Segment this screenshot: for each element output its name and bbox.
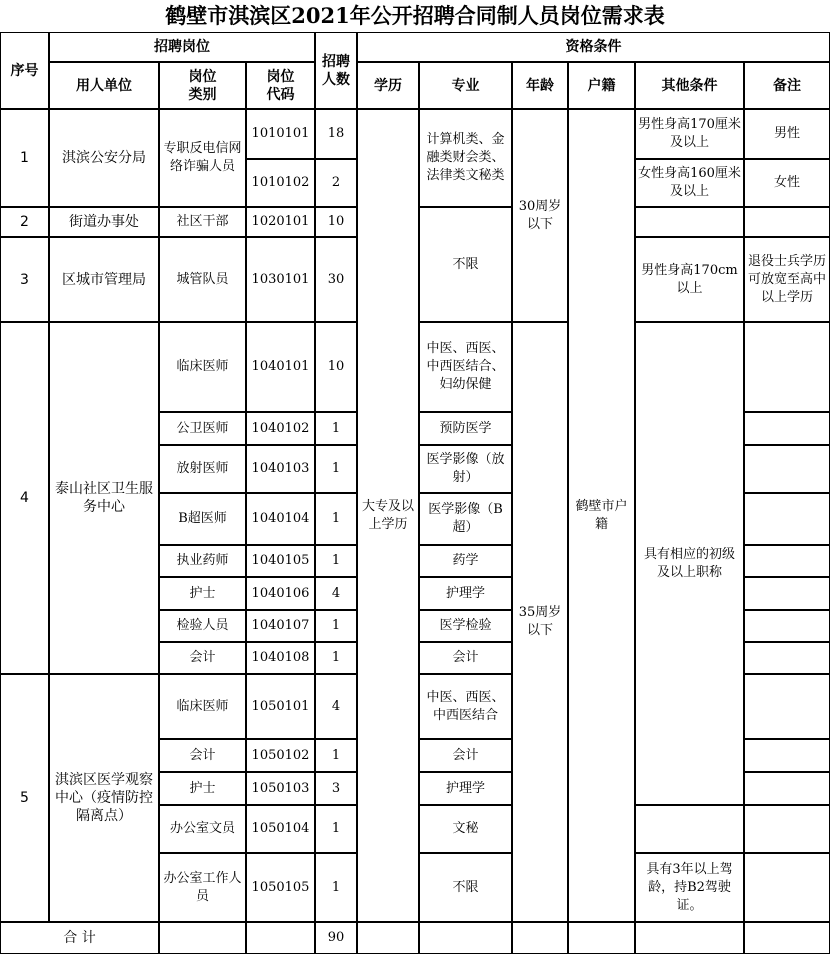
- post-count: 2: [331, 175, 341, 190]
- age-30: 30周岁以下: [518, 198, 562, 232]
- post-code: 1050102: [251, 747, 310, 763]
- remark-empty: [744, 772, 830, 805]
- remark-veteran: 退役士兵学历可放宽至高中以上学历: [747, 253, 826, 305]
- post-code: 1040104: [251, 511, 310, 526]
- post-category: 会计: [189, 747, 216, 763]
- header-remark: 备注: [773, 77, 801, 94]
- group-unit-3: 区城市管理局: [62, 271, 146, 288]
- total-count: 90: [327, 930, 345, 945]
- post-count: 4: [331, 585, 341, 601]
- post-code: 1010102: [251, 175, 310, 190]
- group-seq-1: 1: [20, 150, 29, 166]
- post-count: 1: [331, 747, 341, 763]
- police-category: 专职反电信网络诈骗人员: [163, 141, 242, 174]
- post-code: 1030101: [251, 271, 310, 287]
- total-empty: [419, 922, 512, 954]
- post-count: 1: [331, 461, 341, 476]
- other-empty: [635, 805, 744, 853]
- post-category: 社区干部: [176, 214, 229, 229]
- post-category: 公卫医师: [176, 420, 229, 436]
- header-count: 招聘 人数: [322, 53, 350, 88]
- group-unit-5: 淇滨区医学观察中心（疫情防控隔离点）: [55, 772, 153, 824]
- post-code: 1010101: [251, 126, 310, 141]
- header-seq: 序号: [10, 62, 39, 79]
- remark-male: 男性: [773, 126, 800, 141]
- group-seq-5: 5: [20, 790, 29, 806]
- total-empty: [246, 922, 315, 954]
- total-empty: [635, 922, 744, 954]
- remark-empty: [744, 674, 830, 739]
- header-unit: 用人单位: [76, 77, 132, 94]
- remark-empty: [744, 493, 830, 545]
- major-cell: 不限: [452, 879, 479, 895]
- major-cell: 文秘: [452, 821, 479, 836]
- remark-empty: [744, 445, 830, 493]
- group-unit-2: 街道办事处: [69, 214, 139, 230]
- header-hukou: 户籍: [587, 77, 616, 94]
- post-count: 1: [331, 618, 341, 633]
- total-empty: [357, 922, 419, 954]
- header-major: 专业: [451, 77, 480, 94]
- major-cell: 医学影像（B超）: [428, 502, 503, 535]
- post-count: 1: [331, 511, 341, 526]
- post-count: 10: [327, 359, 345, 374]
- major-cell: 会计: [452, 747, 479, 763]
- city-other: 男性身高170cm以上: [641, 262, 738, 296]
- post-code: 1020101: [251, 214, 310, 229]
- post-category: 护士: [189, 585, 216, 601]
- major-cell: 护理学: [445, 780, 485, 796]
- other-empty: [635, 207, 744, 237]
- post-count: 18: [327, 126, 345, 141]
- post-code: 1040105: [251, 553, 310, 568]
- age-35: 35周岁以下: [518, 605, 562, 638]
- total-empty: [159, 922, 246, 954]
- post-category: 会计: [189, 650, 216, 665]
- remark-empty: [744, 805, 830, 853]
- post-count: 1: [331, 420, 341, 436]
- major-cell: 药学: [452, 553, 479, 568]
- post-category: 临床医师: [176, 698, 229, 714]
- header-qualification-group: 资格条件: [565, 39, 622, 55]
- total-empty: [512, 922, 568, 954]
- hukou-requirement: 鹤壁市户籍: [575, 498, 628, 532]
- police-major: 计算机类、金融类财会类、法律类文秘类: [426, 132, 505, 183]
- post-category: 护士: [189, 780, 216, 796]
- header-code: 岗位 代码: [266, 68, 295, 103]
- post-count: 10: [327, 214, 345, 229]
- group-seq-3: 3: [20, 271, 29, 288]
- post-code: 1040106: [251, 585, 310, 601]
- post-category: 办公室工作人员: [163, 870, 242, 904]
- major-cell: 医学检验: [439, 618, 492, 633]
- remark-empty: [744, 207, 830, 237]
- post-count: 1: [331, 821, 341, 836]
- post-category: 城管队员: [176, 271, 229, 287]
- post-count: 30: [327, 271, 345, 287]
- major-cell: 中医、西医、中西医结合、妇幼保健: [426, 341, 505, 392]
- remark-empty: [744, 853, 830, 922]
- post-category: 执业药师: [176, 553, 229, 568]
- remark-empty: [744, 610, 830, 642]
- remark-empty: [744, 577, 830, 610]
- major-unlimited: 不限: [452, 256, 479, 272]
- post-code: 1040107: [251, 618, 310, 633]
- post-category: 办公室文员: [169, 821, 235, 836]
- police-other-female: 女性身高160厘米及以上: [638, 166, 741, 199]
- group-seq-4: 4: [20, 490, 29, 506]
- header-other: 其他条件: [661, 77, 718, 94]
- remark-empty: [744, 642, 830, 674]
- post-category: 检验人员: [176, 618, 229, 633]
- major-cell: 预防医学: [439, 420, 492, 436]
- page-title: 鹤壁市淇滨区2021年公开招聘合同制人员岗位需求表: [165, 3, 665, 28]
- remark-empty: [744, 739, 830, 772]
- police-other-male: 男性身高170厘米及以上: [638, 117, 741, 150]
- major-cell: 会计: [452, 650, 479, 665]
- remark-empty: [744, 545, 830, 577]
- group-unit-1: 淇滨公安分局: [62, 150, 146, 166]
- header-category: 岗位 类别: [188, 68, 217, 103]
- group-seq-2: 2: [20, 214, 29, 230]
- post-count: 3: [331, 780, 341, 796]
- remark-empty: [744, 322, 830, 412]
- post-code: 1040108: [251, 650, 310, 665]
- post-code: 1050105: [251, 879, 310, 895]
- post-category: B超医师: [178, 511, 227, 526]
- post-code: 1040101: [251, 359, 310, 374]
- driver-other: 具有3年以上驾龄，持B2驾驶证。: [646, 861, 733, 913]
- major-cell: 中医、西医、中西医结合: [426, 689, 505, 723]
- post-code: 1050103: [251, 780, 310, 796]
- total-label: 合 计: [63, 930, 96, 946]
- header-post-group: 招聘岗位: [154, 39, 210, 55]
- medical-other: 具有相应的初级及以上职称: [643, 546, 735, 580]
- post-count: 1: [331, 650, 341, 665]
- post-code: 1040102: [251, 420, 310, 436]
- post-category: 临床医师: [176, 359, 229, 374]
- remark-empty: [744, 412, 830, 445]
- post-count: 4: [331, 698, 341, 714]
- post-code: 1050101: [251, 698, 310, 714]
- group-unit-4: 泰山社区卫生服务中心: [55, 481, 153, 515]
- post-code: 1050104: [251, 821, 310, 836]
- major-cell: 医学影像（放射）: [426, 452, 505, 485]
- education-requirement: 大专及以上学历: [361, 498, 414, 532]
- post-count: 1: [331, 553, 341, 568]
- post-count: 1: [331, 879, 341, 895]
- remark-female: 女性: [773, 175, 800, 190]
- header-education: 学历: [374, 77, 402, 94]
- total-empty: [568, 922, 635, 954]
- total-empty: [744, 922, 830, 954]
- post-category: 放射医师: [176, 461, 229, 476]
- major-cell: 护理学: [445, 585, 485, 601]
- post-code: 1040103: [251, 461, 310, 476]
- header-age: 年龄: [526, 77, 554, 94]
